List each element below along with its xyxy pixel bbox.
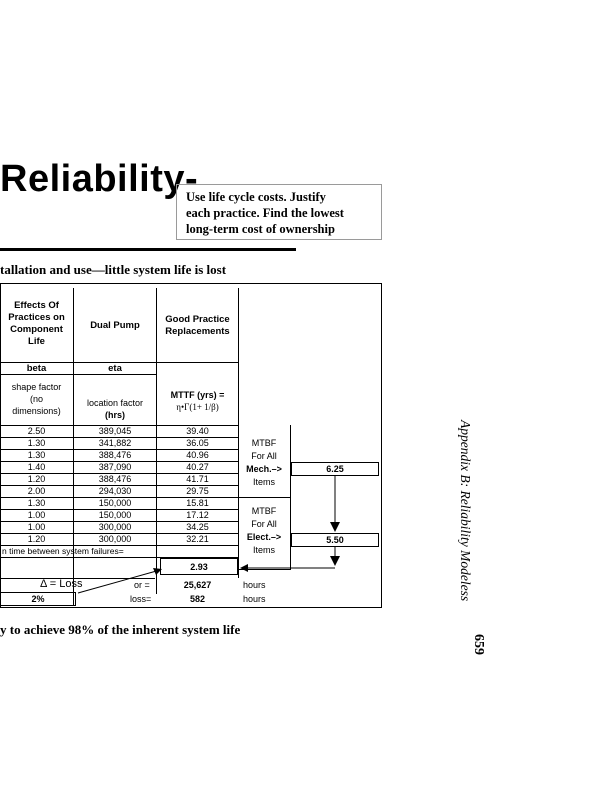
eta-value: 300,000 [98,534,132,544]
beta-value: 1.20 [27,534,46,544]
mttf-formula-desc: MTTF (yrs) = η•Γ(1+ 1/β) [170,390,225,412]
mttf-value: 29.75 [186,486,209,496]
footer-text: y to achieve 98% of the inherent system life [0,622,241,637]
page-title: Reliability- [0,158,199,200]
eta-value: 388,476 [98,450,132,460]
or-label: or = [134,580,150,590]
mttf-value: 36.05 [186,438,209,448]
elect-mtbf-label: MTBF For All Elect.–> Items [246,506,282,555]
location-factor-desc: location factor (hrs) [86,398,144,420]
subtitle: tallation and use—little system life is lost [0,262,227,277]
beta-value: 1.30 [27,450,46,460]
page-number: 659 [471,634,486,655]
arrowhead [330,522,340,532]
eta-value: 341,882 [98,438,132,448]
beta-value: 1.40 [27,462,46,472]
loss-unit: hours [243,594,266,604]
eta-value: 387,090 [98,462,132,472]
beta-value: 1.30 [27,438,46,448]
or-value: 25,627 [183,580,212,590]
mttf-value: 15.81 [186,498,209,508]
or-unit: hours [243,580,266,590]
mttf-value: 34.25 [186,522,209,532]
beta-value: 1.30 [27,498,46,508]
mttf-value: 17.12 [186,510,209,520]
loss-label: Δ = Loss [40,578,83,590]
mttf-value: 40.96 [186,450,209,460]
eta-value: 389,045 [98,426,132,436]
eta-value: 300,000 [98,522,132,532]
system-mtbf-box: 2.93 [160,558,238,575]
loss-pointer-line [78,570,160,593]
shape-factor-desc: shape factor (no dimensions) [11,382,62,416]
param-eta: eta [108,363,122,374]
param-beta: beta [26,363,47,374]
beta-value: 1.20 [27,474,46,484]
arrowhead [240,564,248,572]
elect-mtbf-value: 5.50 [291,533,379,547]
header-good-practice: Good Practice Replacements [165,314,230,337]
mech-mtbf-value: 6.25 [291,462,379,476]
mttf-value: 40.27 [186,462,209,472]
eta-value: 294,030 [98,486,132,496]
eta-value: 388,476 [98,474,132,484]
mech-mtbf-label: MTBF For All Mech.–> Items [246,438,282,487]
eta-value: 150,000 [98,510,132,520]
beta-value: 2.00 [27,486,46,496]
eta-value: 150,000 [98,498,132,508]
running-head: Appendix B: Reliability Modeless [458,420,473,602]
system-failure-label: n time between system failures= [2,546,124,556]
arrowhead [330,556,340,566]
callout-line-1: Use life cycle costs. Justify [186,190,326,204]
mttf-value: 32.21 [186,534,209,544]
header-effects: Effects Of Practices on Component Life [8,300,65,347]
beta-value: 1.00 [27,522,46,532]
loss-value: 582 [189,594,206,604]
percent-box: 2% [0,592,76,606]
beta-value: 1.00 [27,510,46,520]
loss-eq-label: loss= [130,594,152,604]
header-dual-pump: Dual Pump [90,320,140,331]
beta-value: 2.50 [27,426,46,436]
mttf-value: 41.71 [186,474,209,484]
mttf-value: 39.40 [186,426,209,436]
callout-line-3: long-term cost of ownership [186,222,335,236]
callout-line-2: each practice. Find the lowest [186,206,344,220]
